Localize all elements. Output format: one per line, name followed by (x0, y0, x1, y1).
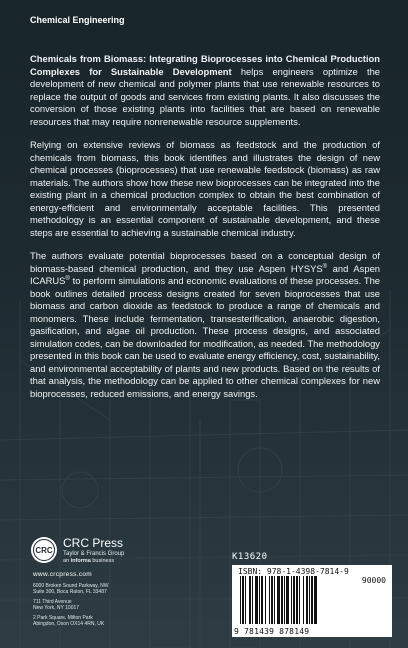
barcode-digits: 9 781439 878149 (234, 627, 310, 636)
barcode-bar (265, 576, 266, 624)
address-line: New York, NY 10017 (33, 605, 80, 612)
barcode-bar (284, 576, 285, 624)
publisher-url[interactable]: www.crcpress.com (33, 571, 92, 578)
barcode-bar (271, 576, 273, 624)
barcode-bar (242, 576, 244, 624)
address-line: 6000 Broken Sound Parkway, NW (33, 583, 109, 589)
barcode-bar (249, 576, 251, 624)
barcode-bar (252, 576, 253, 624)
barcode-bar (306, 576, 308, 624)
barcode-bar (259, 576, 260, 624)
barcode-bar (314, 576, 317, 624)
paragraph-3-text-b: and Aspen ICARUS (30, 262, 380, 286)
barcode-bar (269, 576, 270, 624)
informa-prefix: an (63, 558, 71, 564)
publisher-name: CRC Press (63, 536, 124, 550)
address-line: 711 Third Avenue (33, 599, 72, 605)
barcode-bar (255, 576, 258, 624)
book-title-lead: Chemicals from Biomass: Integrating Bioprocesses into Chemical Production Complexes for Sustainable Development (30, 53, 380, 77)
barcode-bar (274, 576, 275, 624)
paragraph-3 (30, 250, 380, 400)
address-line: 2 Park Square, Milton Park (33, 615, 93, 621)
informa-suffix: business (90, 558, 115, 564)
book-code: K13620 (232, 552, 268, 562)
paragraph-1 (30, 53, 380, 128)
barcode-bar (299, 576, 300, 624)
price-code: 90000 (361, 576, 386, 585)
description-text (30, 53, 380, 411)
publisher-group: Taylor & Francis Group (63, 551, 125, 557)
informa-brand: informa (70, 558, 91, 564)
category-label: Chemical Engineering (30, 15, 125, 25)
barcode-panel (232, 565, 392, 637)
paragraph-1-text: helps engineers optimize the development of new chemical and polymer plants that use renewable resources to replace the output of goods and services from existing plants. It also discusses the conversion of those existing plants into facilities that are based on renewable resources that may require nonrenewable resource supplements. (30, 65, 380, 127)
barcode-bar (261, 576, 263, 624)
crc-logo-text: CRC (35, 546, 53, 555)
paragraph-2: Relying on extensive reviews of biomass as feedstock and the production of chemicals from biomass, this book identifies and illustrates the design of new chemical processes (bioprocesses) that use renewable feedstock (biomass) as raw materials. The authors show how these new bioprocesses can be integrated into the existing plant in a chemical production complex to obtain the best combination of energy-efficient and environmentally acceptable facilities. This presented methodology is an essential component of sustainable development, and these steps are essential to achieving a sustainable chemical industry. (30, 139, 380, 238)
barcode-image (238, 576, 346, 626)
address-boca-raton (33, 583, 223, 595)
barcode-bar (311, 576, 313, 624)
paragraph-3-text-c: to perform simulations and economic evaluations of these processes. The book outlines detailed process designs created for seven bioprocesses that use biomass and carbon dioxide as feedstock to produce a range of chemicals and monomers. These include fermentation, transesterification, anaerobic digestion, gasification, and algae oil production. These process designs, and associated simulation codes, can be downloaded for modification, as needed. The methodology presented in this book can be used to evaluate energy efficiency, cost, sustainability, and environmental acceptability of plants and new products. Based on the results of that analysis, the methodology can be applied to other chemical complexes for new bioprocesses, reduced emissions, and energy savings. (30, 275, 380, 399)
isbn-barcode-block (232, 552, 392, 642)
registered-mark: ® (65, 275, 70, 282)
address-abingdon (33, 615, 223, 627)
publisher-informa-line (63, 558, 114, 564)
paragraph-3-text-a: The authors evaluate potential bioprocesses based on a conceptual design of biomass-based chemical production, and they use Aspen HYSYS (30, 250, 380, 274)
barcode-bar (296, 576, 298, 624)
address-line: Suite 300, Boca Raton, FL 33487 (33, 589, 107, 596)
barcode-bar (281, 576, 283, 624)
barcode-bar (277, 576, 280, 624)
barcode-bar (303, 576, 304, 624)
registered-mark: ® (322, 263, 328, 270)
crc-press-logo-icon (30, 536, 58, 564)
barcode-bar (286, 576, 289, 624)
isbn-label: ISBN: 978-1-4398-7814-9 (238, 567, 349, 576)
barcode-bar (293, 576, 295, 624)
barcode-bar (245, 576, 246, 624)
barcode-bar (291, 576, 292, 624)
barcode-bar (240, 576, 241, 624)
address-new-york (33, 599, 223, 611)
address-line: Abingdon, Oxon OX14 4RN, UK (33, 621, 105, 628)
barcode-bar (309, 576, 310, 624)
